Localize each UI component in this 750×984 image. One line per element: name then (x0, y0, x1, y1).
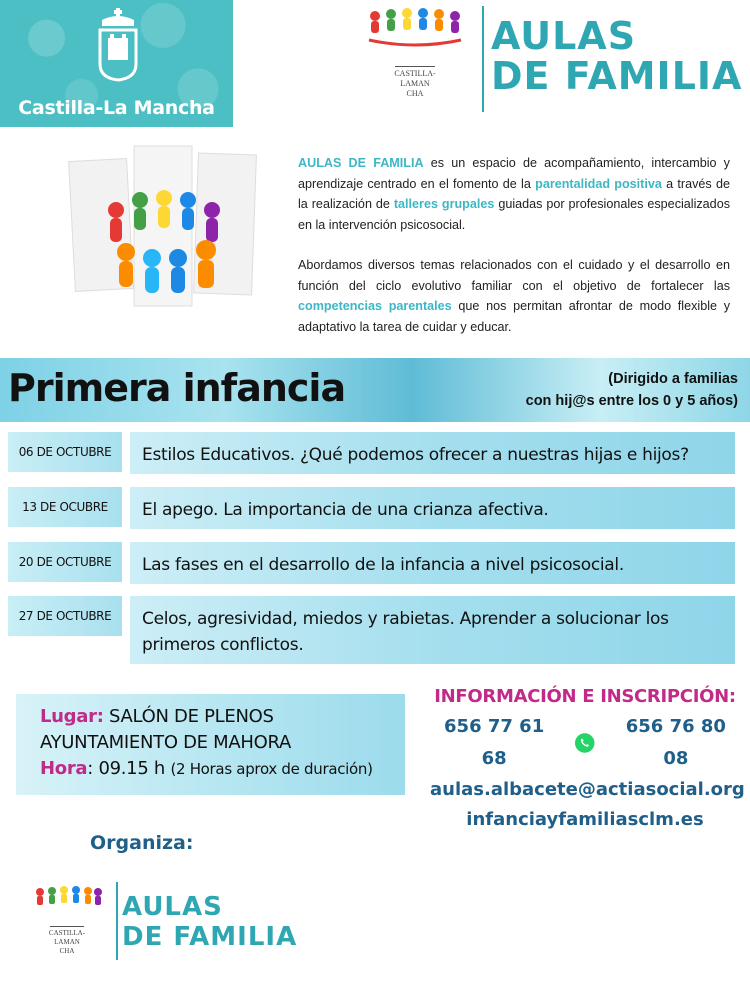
place-name: SALÓN DE PLENOS (103, 706, 274, 727)
footer-subtitle-line2: LAMAN (54, 938, 80, 946)
contact-info (430, 683, 745, 835)
whatsapp-icon (574, 732, 595, 754)
brand-title-line2: DE FAMILIA (491, 54, 743, 98)
website-link[interactable]: infanciayfamiliasclm.es (466, 809, 704, 830)
audience-note-line1: (Dirigido a familias (608, 371, 738, 387)
brand-subtitle-line2: LAMAN (400, 79, 430, 88)
intro-paragraph-1 (298, 153, 730, 235)
section-banner (0, 358, 750, 422)
phone-2[interactable]: 656 76 80 08 (625, 716, 726, 769)
highlight-aulas: AULAS DE FAMILIA (298, 156, 424, 170)
info-heading: INFORMACIÓN E INSCRIPCIÓN: (434, 686, 736, 707)
section-title: Primera infancia (8, 366, 346, 410)
time-label: Hora (40, 758, 88, 779)
audience-note-line2: con hij@s entre los 0 y 5 años) (525, 393, 738, 409)
location-box (16, 694, 405, 795)
region-name: Castilla-La Mancha (18, 97, 215, 119)
footer-subtitle-line1: CASTILLA- (48, 929, 86, 937)
footer-subtitle-line3: CHA (59, 947, 75, 955)
place-line-1 (40, 704, 381, 730)
intro-p1-text2: a través de la realización de (298, 176, 731, 211)
footer-aulas-logo (32, 880, 332, 970)
duration-note: (2 Horas aprox de duración) (170, 760, 373, 778)
footer-brand-title (122, 892, 297, 952)
audience-note (526, 368, 738, 412)
brand-title-line1: AULAS (491, 14, 637, 58)
brand-subtitle (385, 66, 445, 99)
phone-numbers (430, 711, 740, 775)
time-line (40, 756, 381, 782)
session-topic: Estilos Educativos. ¿Qué podemos ofrecer a nuestras hijas e hijos? (130, 432, 735, 474)
session-date: 20 DE OCTUBRE (8, 542, 122, 582)
aulas-de-familia-logo (365, 4, 750, 114)
footer-brand-divider (116, 882, 118, 960)
session-topic: El apego. La importancia de una crianza afectiva. (130, 487, 735, 529)
people-circle-icon (32, 884, 104, 914)
intro-description (298, 153, 730, 337)
session-date: 27 DE OCTUBRE (8, 596, 122, 636)
session-date: 06 DE OCTUBRE (8, 432, 122, 472)
place-line-2: AYUNTAMIENTO DE MAHORA (40, 732, 292, 753)
intro-p2-text2: que nos permitan afrontar de modo flexible y adaptativo la tarea de cuidar y educar. (298, 299, 731, 334)
place-label: Lugar: (40, 706, 104, 727)
organizer-label: Organiza: (90, 832, 194, 854)
intro-p2-text1: Abordamos diversos temas relacionados con el cuidado y el desarrollo en función del ciclo evolutivo familiar con el objetivo de fortalecer las (298, 258, 730, 293)
highlight-competencias: competencias parentales (298, 299, 452, 313)
session-topic: Celos, agresividad, miedos y rabietas. Aprender a solucionar los primeros conflictos. (130, 596, 735, 664)
brand-title (491, 16, 742, 96)
intro-paragraph-2 (298, 255, 730, 337)
time-value: : 09.15 h (87, 758, 171, 779)
coat-of-arms-icon (96, 8, 140, 82)
brand-subtitle-line1: CASTILLA- (394, 69, 436, 78)
people-circle-icon (365, 4, 465, 54)
session-topic: Las fases en el desarrollo de la infancia a nivel psicosocial. (130, 542, 735, 584)
phone-1[interactable]: 656 77 61 68 (444, 716, 545, 769)
highlight-talleres: talleres grupales (393, 197, 495, 211)
children-circle-photo (68, 140, 258, 315)
brand-divider (482, 6, 484, 112)
castilla-la-mancha-logo (0, 0, 233, 127)
intro-p1-text1: es un espacio de acompañamiento, intercambio y aprendizaje centrado en el fomento de la (298, 156, 730, 191)
footer-title-line1: AULAS (122, 892, 223, 922)
email-link[interactable]: aulas.albacete@actiasocial.org (430, 779, 745, 800)
brand-subtitle-line3: CHA (406, 89, 424, 98)
highlight-parentalidad: parentalidad positiva (535, 176, 662, 191)
footer-brand-subtitle (40, 926, 94, 956)
footer-title-line2: DE FAMILIA (122, 922, 298, 952)
intro-p1-text3: guiadas por profesionales especializados en la intervención psicosocial. (298, 197, 730, 232)
session-date: 13 DE OCUBRE (8, 487, 122, 527)
